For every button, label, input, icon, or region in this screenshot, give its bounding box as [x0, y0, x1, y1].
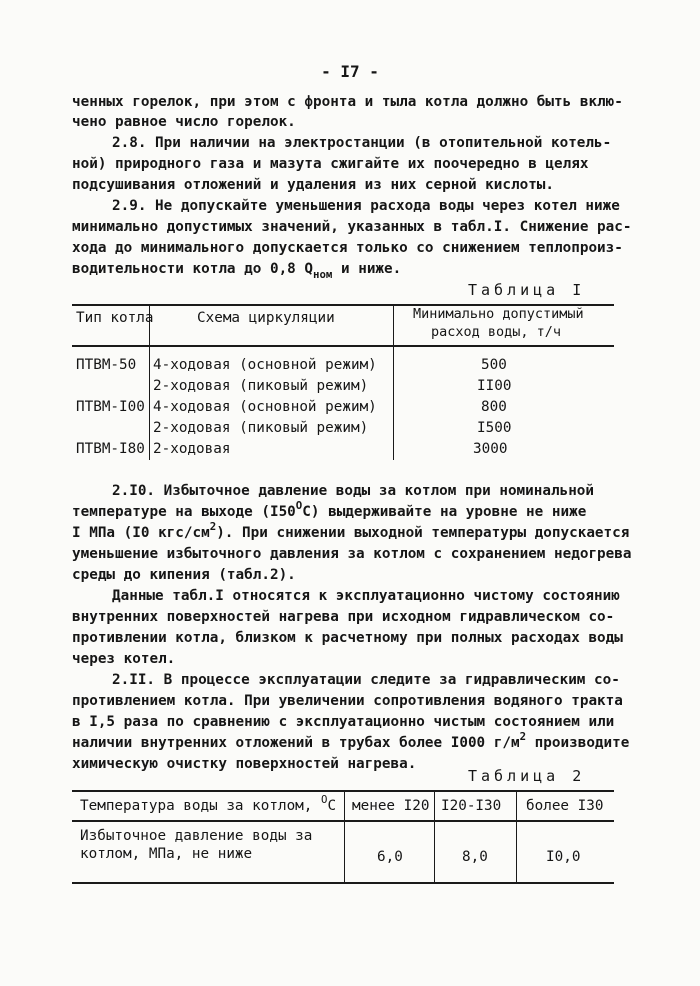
text-fragment: наличии внутренних отложений в трубах более I000 г/м	[72, 735, 520, 751]
table2-header-col1: менее I20	[352, 798, 430, 814]
table-row: ПТВМ-50	[76, 357, 137, 373]
text-line: внутренних поверхностей нагрева при исходном гидравлическом со-	[72, 609, 615, 625]
table2-value: I0,0	[546, 849, 581, 865]
table1-header-flow: Минимально допустимый	[413, 306, 584, 322]
table2-row-label: Избыточное давление воды за	[80, 828, 313, 844]
table2-header-col3: более I30	[526, 798, 604, 814]
text-line: ченных горелок, при этом с фронта и тыла котла должно быть вклю-	[72, 94, 623, 110]
text-line	[72, 499, 587, 523]
table1-header-type: Тип котла	[76, 310, 154, 326]
page-number: - I7 -	[321, 62, 379, 81]
superscript: 2	[519, 730, 527, 743]
text-line: ной) природного газа и мазута сжигайте их поочередно в целях	[72, 156, 589, 172]
text-line: в I,5 раза по сравнению с эксплуатационно чистым состоянием или	[72, 714, 615, 730]
text-fragment: и ниже.	[332, 261, 402, 277]
text-line: подсушивания отложений и удаления из них серной кислоты.	[72, 177, 555, 193]
text-line: 2.I0. Избыточное давление воды за котлом при номинальной	[112, 483, 595, 499]
text-line: Данные табл.I относятся к эксплуатационно чистому состоянию	[112, 588, 620, 604]
text-line: химическую очистку поверхностей нагрева.	[72, 756, 417, 772]
superscript: O	[295, 499, 303, 512]
text-line: противлении котла, близком к расчетному при полных расходах воды	[72, 630, 623, 646]
text-line: противлением котла. При увеличении сопротивления водяного тракта	[72, 693, 623, 709]
text-line: минимально допустимых значений, указанных в табл.I. Снижение рас-	[72, 219, 632, 235]
text-fragment: С) выдерживайте на уровне не ниже	[302, 504, 587, 520]
superscript: 2	[209, 520, 217, 533]
table2-divider	[434, 790, 435, 884]
table-row: 2-ходовая (пиковый режим)	[153, 420, 369, 436]
text-line: среды до кипения (табл.2).	[72, 567, 296, 583]
table2-header-rule	[72, 820, 614, 822]
superscript: O	[321, 793, 328, 806]
text-line: через котел.	[72, 651, 176, 667]
text-fragment: производите	[526, 735, 630, 751]
text-line	[72, 520, 630, 544]
table-row: I500	[477, 420, 512, 436]
table-row: ПТВМ-I80	[76, 441, 145, 457]
table-row: 800	[481, 399, 507, 415]
table1-header-scheme: Схема циркуляции	[197, 310, 335, 326]
text-fragment: I МПа (I0 кгс/см	[72, 525, 210, 541]
table-row: 2-ходовая	[153, 441, 231, 457]
text-line: уменьшение избыточного давления за котлом с сохранением недогрева	[72, 546, 632, 562]
text-line: хода до минимального допускается только со снижением теплопроиз-	[72, 240, 623, 256]
table2-top-rule	[72, 790, 614, 792]
table-row: 3000	[473, 441, 508, 457]
table2-row-label: котлом, МПа, не ниже	[80, 846, 253, 862]
table1-divider	[393, 304, 394, 460]
table2-value: 6,0	[377, 849, 403, 865]
table2-bottom-rule	[72, 882, 614, 884]
subscript: ном	[313, 268, 333, 281]
table-row: 4-ходовая (основной режим)	[153, 399, 377, 415]
text-fragment: водительности котла до 0,8	[72, 261, 305, 277]
table2-header-label	[80, 793, 337, 816]
table2-caption: Таблица 2	[468, 767, 586, 785]
table2-value: 8,0	[462, 849, 488, 865]
text-line	[72, 259, 401, 280]
q-symbol: Q	[304, 261, 314, 277]
table1-header-rule	[72, 345, 614, 347]
table1-caption: Таблица I	[468, 281, 586, 299]
text-line: 2.8. При наличии на электростанции (в отопительной котель-	[112, 135, 612, 151]
table-row: II00	[477, 378, 512, 394]
text-fragment: Температура воды за котлом,	[80, 798, 322, 814]
text-line: чено равное число горелок.	[72, 114, 296, 130]
text-line: 2.II. В процессе эксплуатации следите за гидравлическим со-	[112, 672, 620, 688]
table2-divider	[516, 790, 517, 884]
table2-divider	[344, 790, 345, 884]
text-fragment: С	[327, 798, 337, 814]
table-row: ПТВМ-I00	[76, 399, 145, 415]
text-line	[72, 730, 630, 754]
text-line: 2.9. Не допускайте уменьшения расхода воды через котел ниже	[112, 198, 620, 214]
table1-header-flow: расход воды, т/ч	[431, 324, 562, 340]
text-fragment: ). При снижении выходной температуры допускается	[216, 525, 630, 541]
table-row: 4-ходовая (основной режим)	[153, 357, 377, 373]
text-fragment: температуре на выходе (I50	[72, 504, 296, 520]
table-row: 500	[481, 357, 507, 373]
table2-header-col2: I20-I30	[441, 798, 502, 814]
table-row: 2-ходовая (пиковый режим)	[153, 378, 369, 394]
